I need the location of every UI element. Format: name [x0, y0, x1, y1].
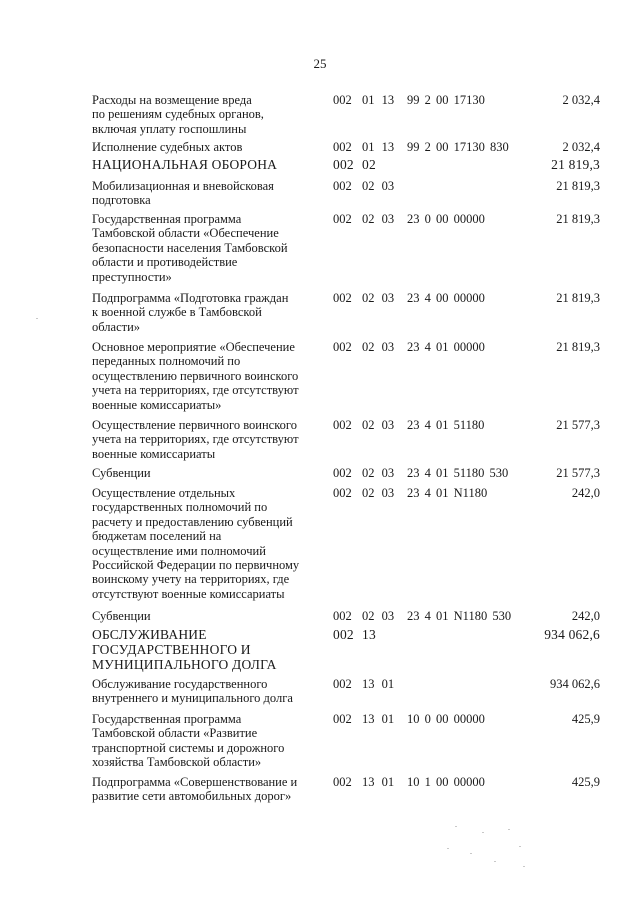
- scan-speck: [455, 826, 457, 827]
- row-name: Основное мероприятие «Обеспечение переданных полномочий по осуществлению первичного воинского учета на территориях, где отсутствуют военные комиссариаты»: [92, 340, 299, 412]
- row-target-code: 23 4 01 N1180 530: [407, 609, 512, 623]
- row-target-code: 10 1 00 00000: [407, 775, 485, 789]
- row-amount: 2 032,4: [562, 140, 600, 154]
- row-admin-code: 002: [333, 712, 352, 726]
- row-name: Исполнение судебных актов: [92, 140, 243, 154]
- scan-speck: [508, 829, 510, 830]
- scan-speck: [523, 866, 525, 867]
- row-name: ОБСЛУЖИВАНИЕ ГОСУДАРСТВЕННОГО И МУНИЦИПАЛЬНОГО ДОЛГА: [92, 627, 277, 672]
- row-name: Осуществление первичного воинского учета на территориях, где отсутствуют военные комиссариаты: [92, 418, 299, 461]
- row-amount: 21 577,3: [556, 466, 600, 480]
- row-admin-code: 002: [333, 157, 354, 172]
- row-section-code: 13: [362, 627, 376, 642]
- row-target-code: 23 4 01 51180: [407, 418, 485, 432]
- row-section-code: 02 03: [362, 418, 395, 432]
- row-admin-code: 002: [333, 179, 352, 193]
- scan-speck: [519, 846, 521, 847]
- row-admin-code: 002: [333, 340, 352, 354]
- row-section-code: 02 03: [362, 486, 395, 500]
- row-admin-code: 002: [333, 93, 352, 107]
- scan-speck: [470, 853, 472, 854]
- row-section-code: 02 03: [362, 609, 395, 623]
- row-amount: 21 819,3: [551, 157, 600, 172]
- row-admin-code: 002: [333, 775, 352, 789]
- scan-speck: [36, 318, 38, 319]
- row-name: Государственная программа Тамбовской области «Обеспечение безопасности населения Тамбовской области и противодействие преступности»: [92, 212, 288, 284]
- row-amount: 21 819,3: [556, 179, 600, 193]
- row-amount: 934 062,6: [550, 677, 600, 691]
- row-amount: 934 062,6: [544, 627, 600, 642]
- row-section-code: 02 03: [362, 179, 395, 193]
- row-name: Расходы на возмещение вреда по решениям судебных органов, включая уплату госпошлины: [92, 93, 264, 136]
- row-name: Обслуживание государственного внутреннего и муниципального долга: [92, 677, 293, 706]
- row-admin-code: 002: [333, 140, 352, 154]
- row-admin-code: 002: [333, 677, 352, 691]
- row-amount: 425,9: [571, 775, 600, 789]
- row-section-code: 13 01: [362, 712, 395, 726]
- row-name: Подпрограмма «Подготовка граждан к военной службе в Тамбовской области»: [92, 291, 289, 334]
- row-target-code: 23 0 00 00000: [407, 212, 485, 226]
- row-target-code: 23 4 01 00000: [407, 340, 485, 354]
- row-name: Субвенции: [92, 609, 151, 623]
- row-section-code: 01 13: [362, 93, 395, 107]
- row-section-code: 13 01: [362, 677, 395, 691]
- row-admin-code: 002: [333, 486, 352, 500]
- row-section-code: 02 03: [362, 340, 395, 354]
- row-section-code: 02: [362, 157, 376, 172]
- row-amount: 21 819,3: [556, 340, 600, 354]
- scan-speck: [482, 832, 484, 833]
- row-amount: 21 819,3: [556, 291, 600, 305]
- scan-speck: [447, 848, 449, 849]
- row-target-code: 10 0 00 00000: [407, 712, 485, 726]
- row-amount: 425,9: [571, 712, 600, 726]
- row-amount: 21 819,3: [556, 212, 600, 226]
- row-name: Мобилизационная и вневойсковая подготовка: [92, 179, 274, 208]
- row-name: Осуществление отдельных государственных полномочий по расчету и предоставлению субвенций бюджетам поселений на осуществление ими полномочий Российской Федерации по первичному воинскому учету на территориях, где отсутствуют военные комиссариаты: [92, 486, 300, 601]
- row-admin-code: 002: [333, 466, 352, 480]
- row-admin-code: 002: [333, 609, 352, 623]
- row-target-code: 23 4 01 51180 530: [407, 466, 509, 480]
- row-amount: 2 032,4: [562, 93, 600, 107]
- row-admin-code: 002: [333, 291, 352, 305]
- row-admin-code: 002: [333, 627, 354, 642]
- row-target-code: 99 2 00 17130: [407, 93, 485, 107]
- row-section-code: 01 13: [362, 140, 395, 154]
- row-amount: 242,0: [571, 486, 600, 500]
- row-target-code: 23 4 00 00000: [407, 291, 485, 305]
- row-section-code: 02 03: [362, 466, 395, 480]
- row-admin-code: 002: [333, 212, 352, 226]
- row-target-code: 23 4 01 N1180: [407, 486, 488, 500]
- row-admin-code: 002: [333, 418, 352, 432]
- row-amount: 21 577,3: [556, 418, 600, 432]
- row-target-code: 99 2 00 17130 830: [407, 140, 509, 154]
- row-section-code: 02 03: [362, 212, 395, 226]
- row-name: НАЦИОНАЛЬНАЯ ОБОРОНА: [92, 157, 278, 172]
- page-number: 25: [313, 56, 327, 71]
- row-name: Субвенции: [92, 466, 151, 480]
- row-section-code: 02 03: [362, 291, 395, 305]
- row-amount: 242,0: [571, 609, 600, 623]
- row-name: Подпрограмма «Совершенствование и развитие сети автомобильных дорог»: [92, 775, 298, 804]
- scan-speck: [494, 861, 496, 862]
- row-name: Государственная программа Тамбовской области «Развитие транспортной системы и дорожного хозяйства Тамбовской области»: [92, 712, 285, 770]
- row-section-code: 13 01: [362, 775, 395, 789]
